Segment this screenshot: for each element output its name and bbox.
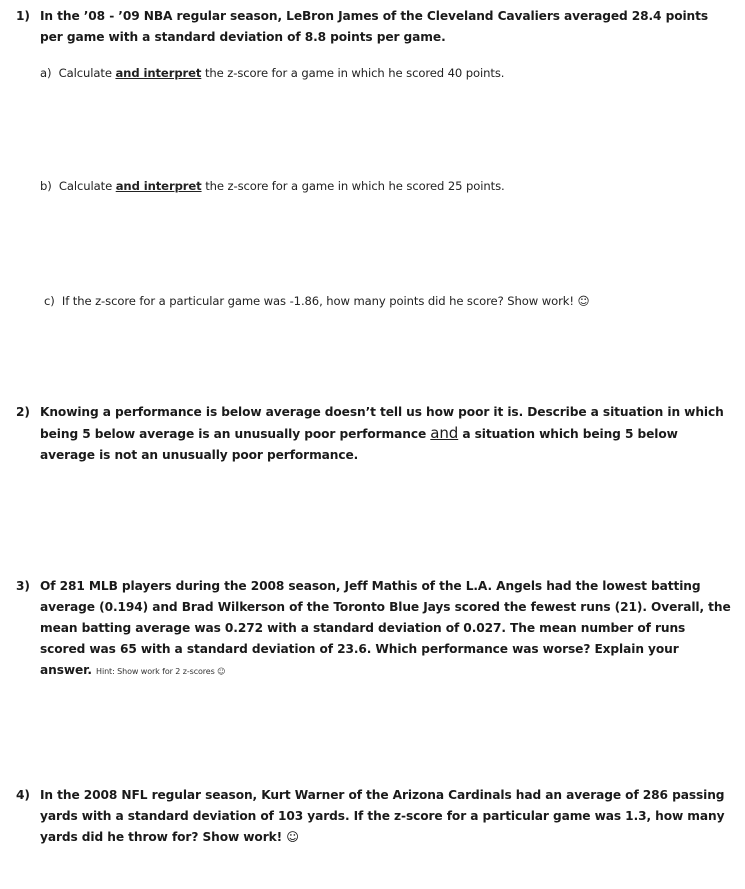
question-3 — [16, 576, 731, 682]
question-4 — [16, 785, 731, 848]
question-1c — [44, 292, 589, 310]
part-post: the z-score for a game in which he scored 25 points. — [205, 179, 505, 193]
question-number: 4) — [16, 788, 30, 802]
question-text: Knowing a performance is below average doesn’t tell us how poor it is. Describe a situation in which being 5 below average is an unusually poor performance — [40, 405, 724, 441]
question-number: 1) — [16, 9, 30, 23]
question-number: 3) — [16, 579, 30, 593]
part-pre: Calculate — [58, 179, 113, 193]
part-post: the z-score for a game in which he scored 40 points. — [204, 66, 505, 80]
question-last-word: answer. — [40, 663, 92, 677]
question-1b — [40, 177, 505, 195]
part-emphasis: and interpret — [115, 66, 202, 80]
question-1 — [16, 6, 731, 48]
question-text: Of 281 MLB players during the 2008 season, Jeff Mathis of the L.A. Angels had the lowest batting average (0.194) and Brad Wilkerson of the Toronto Blue Jays scored the fewest runs (21). Overall, the mean batting average was 0.272 with a standard deviation of 0.027. The mean number of runs scored was 65 with a standard deviation of 23.6. Which performance was worse? Explain your — [40, 579, 731, 656]
question-emphasis: and — [430, 424, 459, 442]
question-1a — [40, 64, 504, 82]
part-pre: Calculate — [58, 66, 112, 80]
question-text: In the ’08 - ’09 NBA regular season, LeBron James of the Cleveland Cavaliers averaged 28.4 points per game with a standard deviation of 8.8 points per game. — [40, 9, 709, 44]
question-text-cont: a situation which being 5 below average is not an unusually poor performance. — [40, 427, 678, 462]
part-label: c) — [44, 294, 55, 308]
question-number: 2) — [16, 405, 30, 419]
part-label: a) — [40, 66, 52, 80]
hint-text: Hint: Show work for 2 z-scores ☺ — [96, 667, 226, 676]
part-label: b) — [40, 179, 52, 193]
question-2 — [16, 402, 731, 466]
question-text: In the 2008 NFL regular season, Kurt Warner of the Arizona Cardinals had an average of 286 passing yards with a standard deviation of 103 yards. If the z-score for a particular game was 1.3, how many yards did he throw for? Show work! ☺ — [40, 788, 725, 844]
part-text: If the z-score for a particular game was -1.86, how many points did he score? Show work! ☺ — [61, 294, 590, 308]
part-emphasis: and interpret — [115, 179, 202, 193]
